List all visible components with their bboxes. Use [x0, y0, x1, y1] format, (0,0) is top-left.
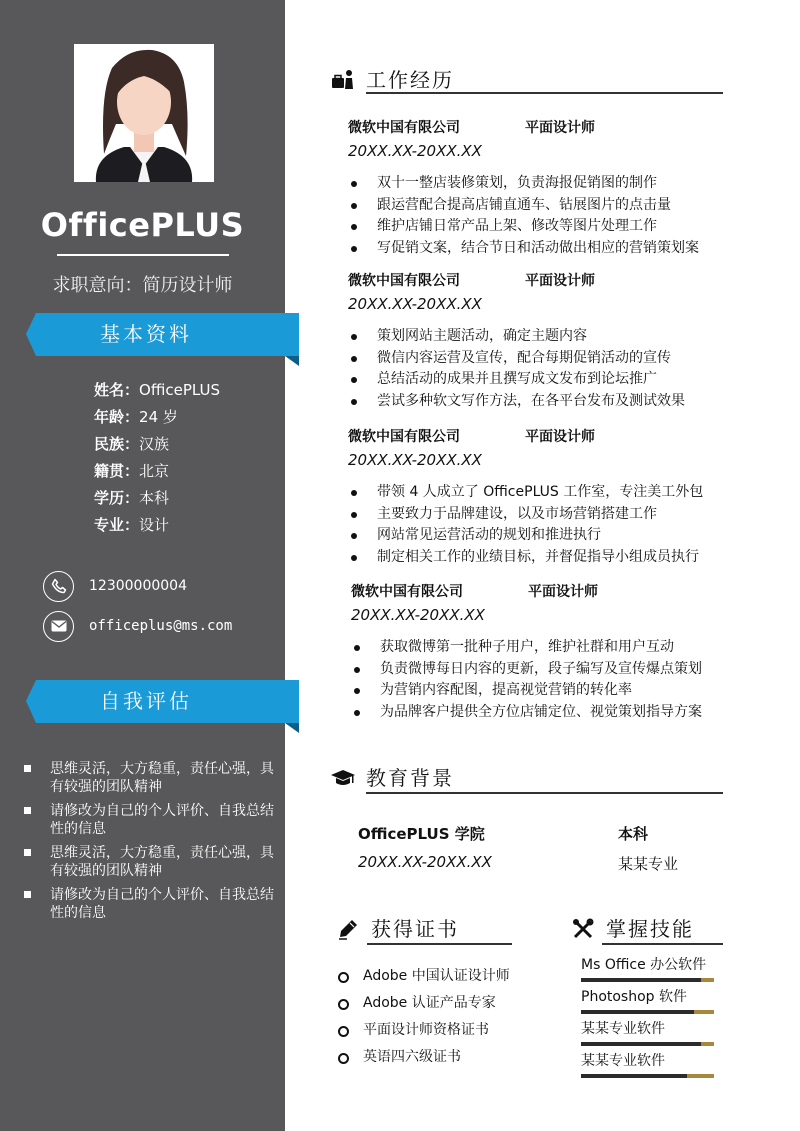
job-duty: 为品牌客户提供全方位店铺定位、视觉策划指导方案 [351, 702, 771, 724]
job-title: 平面设计师 [528, 584, 598, 600]
eval-item: 请修改为自己的个人评价、自我总结性的信息 [22, 886, 277, 922]
job-duty: 跟运营配合提高店铺直通车、钻展图片的点击量 [348, 195, 768, 217]
skill-bar [581, 1042, 714, 1046]
cert-item: Adobe 认证产品专家 [338, 993, 510, 1020]
candidate-name: OfficePLUS [40, 206, 245, 244]
self-eval-list [22, 760, 277, 928]
job-duty: 双十一整店装修策划，负责海报促销图的制作 [348, 173, 768, 195]
graduation-cap-icon [330, 765, 356, 791]
sidebar [0, 0, 285, 1131]
edu-major: 某某专业 [618, 855, 679, 873]
self-eval-heading: 自我评估 [100, 689, 192, 713]
job-entry [348, 270, 768, 412]
info-colon: ： [124, 381, 140, 399]
skills-divider [602, 943, 723, 945]
info-row-ethnicity [94, 434, 220, 461]
job-entry [348, 117, 768, 259]
banner-fold [285, 723, 299, 733]
job-title: 平面设计师 [525, 120, 595, 136]
edu-section-header [330, 762, 454, 791]
info-key: 年龄 [94, 408, 125, 426]
info-value: 24 岁 [139, 408, 178, 426]
email-address[interactable]: officeplus@ms.com [89, 618, 233, 634]
job-title: 平面设计师 [525, 429, 595, 445]
info-row-major [94, 515, 220, 542]
job-duty: 策划网站主题活动，确定主题内容 [348, 326, 768, 348]
pen-icon [335, 916, 361, 942]
info-value: 汉族 [139, 435, 170, 453]
job-objective: 求职意向：简历设计师 [52, 275, 233, 296]
info-key: 专业 [94, 516, 125, 534]
skill-bar [581, 1010, 714, 1014]
phone-number[interactable]: 12300000004 [89, 578, 187, 594]
skill-name: 某某专业软件 [581, 1021, 665, 1037]
work-heading: 工作经历 [366, 68, 454, 92]
info-key: 籍贯 [94, 462, 125, 480]
info-colon: ： [124, 489, 140, 507]
info-row-age [94, 407, 220, 434]
job-company: 微软中国有限公司 [348, 273, 460, 289]
info-value: 北京 [139, 462, 170, 480]
job-date: 20XX.XX-20XX.XX [348, 295, 482, 313]
skill-bar-fill [581, 1010, 694, 1014]
cert-item: 英语四六级证书 [338, 1047, 510, 1074]
skill-item [581, 956, 714, 988]
skill-item [581, 1052, 714, 1084]
basic-info-heading: 基本资料 [100, 322, 192, 346]
skill-bar-fill [581, 978, 701, 982]
work-divider [366, 92, 723, 94]
work-section-header [330, 64, 454, 93]
job-duty: 总结活动的成果并且撰写成文发布到论坛推广 [348, 369, 768, 391]
edu-heading: 教育背景 [366, 766, 454, 790]
skills-heading: 掌握技能 [606, 917, 694, 941]
skill-bar [581, 1074, 714, 1078]
profile-photo [74, 44, 214, 182]
certs-section-header [335, 913, 459, 942]
info-key: 学历 [94, 489, 125, 507]
job-duty: 主要致力于品牌建设，以及市场营销搭建工作 [348, 504, 768, 526]
skill-bar-fill [581, 1074, 687, 1078]
info-colon: ： [124, 516, 140, 534]
job-duty: 微信内容运营及宣传，配合每期促销活动的宣传 [348, 348, 768, 370]
basic-info-banner [26, 313, 299, 356]
job-duty: 写促销文案，结合节日和活动做出相应的营销策划案 [348, 238, 768, 260]
job-duty: 为营销内容配图，提高视觉营销的转化率 [351, 680, 771, 702]
contact-phone [43, 570, 187, 602]
info-value: OfficePLUS [139, 381, 220, 399]
edu-date: 20XX.XX-20XX.XX [358, 853, 492, 871]
info-key: 民族 [94, 435, 125, 453]
job-company: 微软中国有限公司 [348, 120, 460, 136]
skill-bar-fill [581, 1042, 701, 1046]
job-date: 20XX.XX-20XX.XX [348, 142, 482, 160]
skill-name: Photoshop 软件 [581, 989, 688, 1005]
cert-item: Adobe 中国认证设计师 [338, 966, 510, 993]
eval-item: 思维灵活，大方稳重，责任心强，具有较强的团队精神 [22, 760, 277, 796]
job-date: 20XX.XX-20XX.XX [351, 606, 485, 624]
info-row-education [94, 488, 220, 515]
job-title: 平面设计师 [525, 273, 595, 289]
job-date: 20XX.XX-20XX.XX [348, 451, 482, 469]
briefcase-person-icon [330, 67, 356, 93]
job-duty: 制定相关工作的业绩目标，并督促指导小组成员执行 [348, 547, 768, 569]
skill-item [581, 988, 714, 1020]
job-duty: 获取微博第一批种子用户，维护社群和用户互动 [351, 637, 771, 659]
info-colon: ： [124, 462, 140, 480]
info-row-name [94, 380, 220, 407]
job-company: 微软中国有限公司 [348, 429, 460, 445]
education-entry [358, 823, 718, 883]
edu-school: OfficePLUS 学院 [358, 825, 485, 843]
avatar-illustration [74, 44, 214, 182]
job-entry [348, 426, 768, 568]
basic-info-list [94, 380, 220, 542]
email-icon [43, 611, 74, 642]
info-value: 本科 [139, 489, 170, 507]
edu-divider [366, 792, 723, 794]
job-entry [351, 581, 771, 723]
info-value: 设计 [139, 516, 170, 534]
skill-name: Ms Office 办公软件 [581, 957, 707, 973]
job-duty: 尝试多种软文写作方法，在各平台发布及测试效果 [348, 391, 768, 413]
certs-list [338, 966, 510, 1074]
info-row-hometown [94, 461, 220, 488]
job-duty: 带领 4 人成立了 OfficePLUS 工作室，专注美工外包 [348, 482, 768, 504]
edu-degree: 本科 [618, 825, 649, 843]
skills-section-header [570, 913, 694, 942]
certs-heading: 获得证书 [371, 917, 459, 941]
eval-item: 请修改为自己的个人评价、自我总结性的信息 [22, 802, 277, 838]
name-divider [57, 254, 229, 256]
info-key: 姓名 [94, 381, 125, 399]
job-duty: 负责微博每日内容的更新，段子编写及宣传爆点策划 [351, 659, 771, 681]
banner-fold [285, 356, 299, 366]
job-duty: 维护店铺日常产品上架、修改等图片处理工作 [348, 216, 768, 238]
info-colon: ： [124, 435, 140, 453]
skill-name: 某某专业软件 [581, 1053, 665, 1069]
certs-divider [367, 943, 512, 945]
eval-item: 思维灵活，大方稳重，责任心强，具有较强的团队精神 [22, 844, 277, 880]
info-colon: ： [124, 408, 140, 426]
skills-list [581, 956, 714, 1084]
tools-icon [570, 916, 596, 942]
contact-email [43, 610, 232, 642]
skill-bar [581, 978, 714, 982]
job-duty: 网站常见运营活动的规划和推进执行 [348, 525, 768, 547]
phone-icon [43, 571, 74, 602]
cert-item: 平面设计师资格证书 [338, 1020, 510, 1047]
job-company: 微软中国有限公司 [351, 584, 463, 600]
skill-item [581, 1020, 714, 1052]
self-eval-banner [26, 680, 299, 723]
